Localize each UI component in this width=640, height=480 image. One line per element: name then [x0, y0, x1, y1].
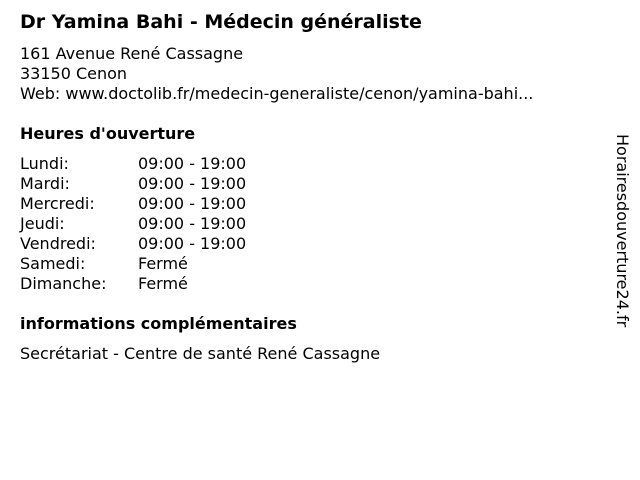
- watermark-text: Horairesdouverture24.fr: [613, 134, 632, 328]
- website-text: Web: www.doctolib.fr/medecin-generaliste/cenon/yamina-bahi...: [20, 84, 534, 103]
- hours-day: Mardi:: [20, 174, 70, 193]
- page-title: Dr Yamina Bahi - Médecin généraliste: [20, 11, 422, 33]
- hours-time: 09:00 - 19:00: [138, 194, 247, 213]
- hours-time: Fermé: [138, 254, 188, 273]
- hours-day: Samedi:: [20, 254, 86, 273]
- hours-day: Vendredi:: [20, 234, 96, 253]
- hours-day: Dimanche:: [20, 274, 107, 293]
- hours-day: Mercredi:: [20, 194, 95, 213]
- address-block: [20, 44, 533, 104]
- hours-time: 09:00 - 19:00: [138, 234, 247, 253]
- hours-time: 09:00 - 19:00: [138, 174, 247, 193]
- additional-info-heading: informations complémentaires: [20, 314, 297, 333]
- additional-info-text: Secrétariat - Centre de santé René Cassagne: [20, 344, 381, 363]
- address-city: 33150 Cenon: [20, 64, 128, 83]
- address-street: 161 Avenue René Cassagne: [20, 44, 244, 63]
- hours-time: 09:00 - 19:00: [138, 214, 247, 233]
- hours-day: Lundi:: [20, 154, 69, 173]
- hours-time: 09:00 - 19:00: [138, 154, 247, 173]
- opening-hours-heading: Heures d'ouverture: [20, 124, 196, 143]
- watermark: [612, 134, 632, 344]
- hours-day: Jeudi:: [20, 214, 65, 233]
- hours-time: Fermé: [138, 274, 188, 293]
